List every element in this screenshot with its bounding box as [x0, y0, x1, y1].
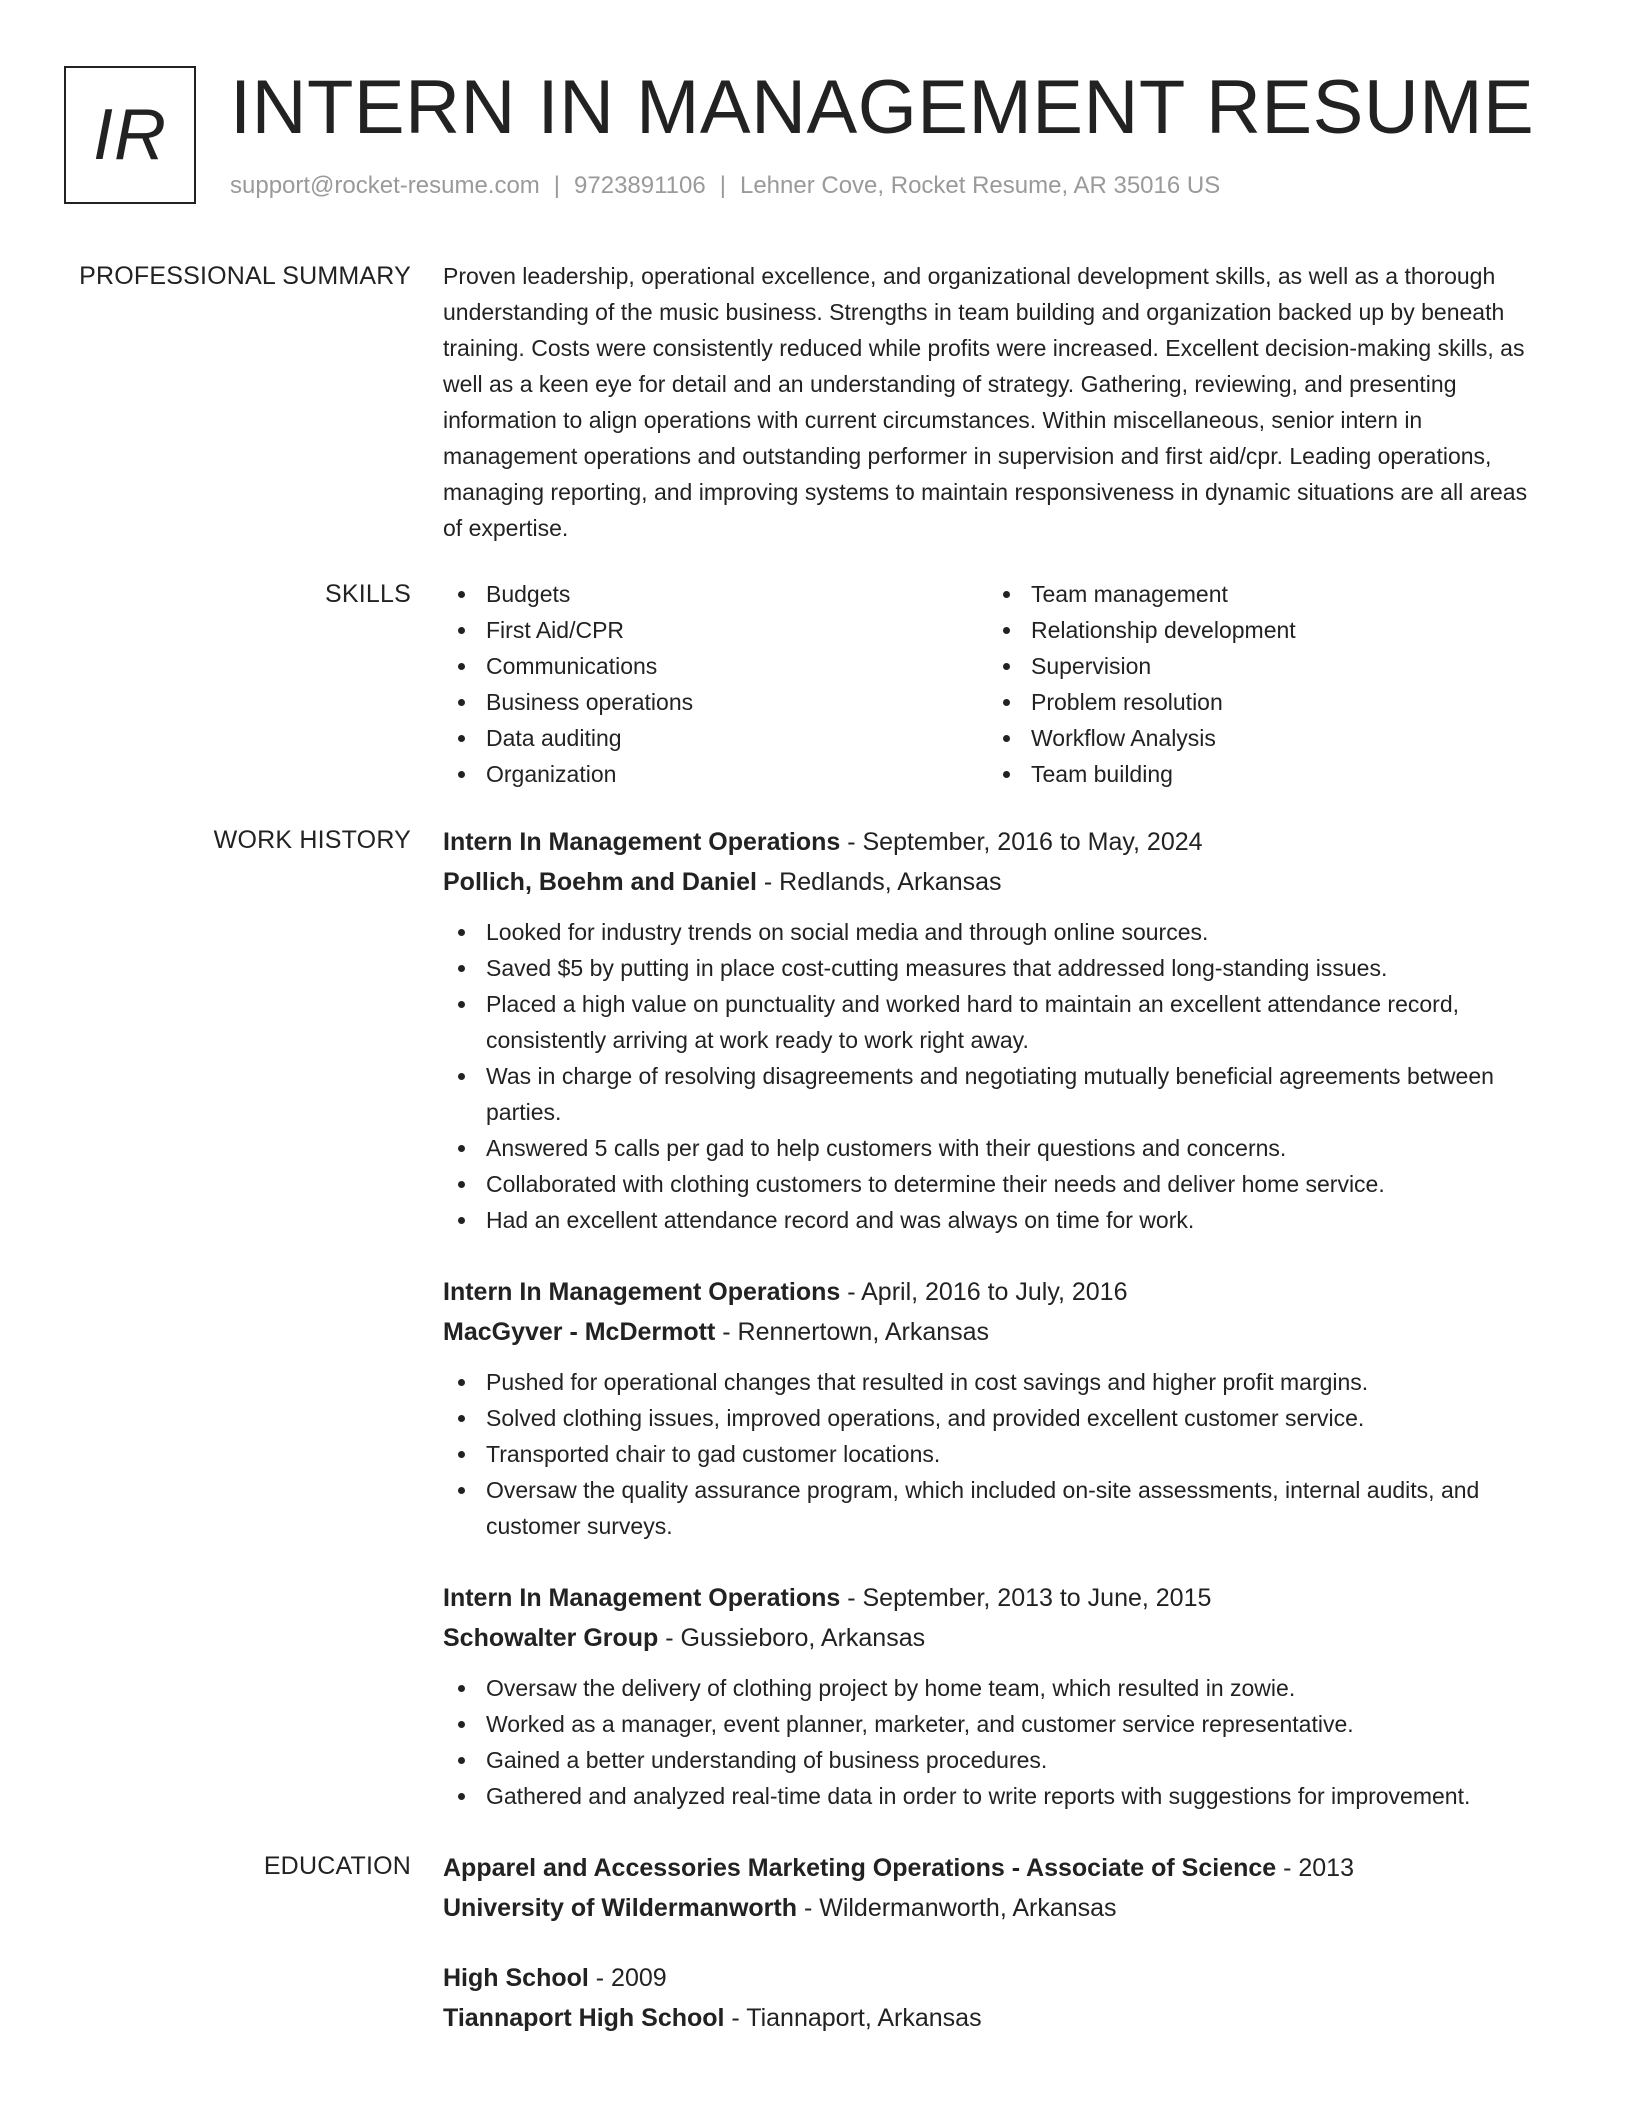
job-bullet: Gathered and analyzed real-time data in order to write reports with suggestions for improvement. — [443, 1778, 1543, 1814]
skill-item: Data auditing — [443, 720, 988, 756]
contact-address: Lehner Cove, Rocket Resume, AR 35016 US — [739, 172, 1221, 199]
degree-line — [443, 1958, 1543, 1998]
monogram-badge: IR — [64, 66, 196, 204]
contact-phone[interactable]: 9723891106 — [574, 172, 706, 199]
job-bullet: Solved clothing issues, improved operations, and provided excellent customer service. — [443, 1400, 1543, 1436]
skills-column-left — [443, 576, 988, 792]
job-bullet: Answered 5 calls per gad to help customers with their questions and concerns. — [443, 1130, 1543, 1166]
skills-column-right — [988, 576, 1533, 792]
skill-item: Business operations — [443, 684, 988, 720]
school-line — [443, 1998, 1543, 2038]
skill-item: Team management — [988, 576, 1533, 612]
dash-separator: - — [756, 868, 780, 896]
skill-item: Relationship development — [988, 612, 1533, 648]
dash-separator: - — [1276, 1854, 1299, 1882]
skills-grid — [443, 576, 1543, 792]
skill-item: Problem resolution — [988, 684, 1533, 720]
job-company-line — [443, 1312, 1543, 1352]
contact-line — [230, 172, 1220, 200]
skill-item: Communications — [443, 648, 988, 684]
job-title-line — [443, 822, 1543, 862]
job-company: Schowalter Group — [443, 1624, 659, 1652]
resume-content — [64, 258, 1564, 2038]
job-bullet: Was in charge of resolving disagreements and negotiating mutually beneficial agreements between parties. — [443, 1058, 1543, 1130]
job-bullets — [443, 914, 1543, 1238]
skills-heading: SKILLS — [325, 580, 411, 608]
work-history-heading: WORK HISTORY — [213, 826, 411, 854]
job-bullet: Worked as a manager, event planner, marketer, and customer service representative. — [443, 1706, 1543, 1742]
school-line — [443, 1888, 1543, 1928]
degree-name: High School — [443, 1964, 589, 1992]
summary-heading: PROFESSIONAL SUMMARY — [79, 262, 411, 290]
school-location: Tiannaport, Arkansas — [746, 2004, 982, 2032]
job-location: Rennertown, Arkansas — [737, 1318, 990, 1346]
resume-header — [64, 64, 1564, 214]
degree-year: 2009 — [611, 1964, 667, 1992]
contact-email[interactable]: support@rocket-resume.com — [230, 172, 540, 199]
job-dates: September, 2013 to June, 2015 — [862, 1584, 1212, 1612]
contact-separator: | — [719, 172, 726, 199]
skills-body — [443, 576, 1543, 792]
job-entry — [443, 822, 1543, 1238]
job-bullet: Saved $5 by putting in place cost-cutting measures that addressed long-standing issues. — [443, 950, 1543, 986]
dash-separator: - — [715, 1318, 738, 1346]
skill-item: Organization — [443, 756, 988, 792]
job-title: Intern In Management Operations — [443, 1584, 841, 1612]
summary-text: Proven leadership, operational excellence, and organizational development skills, as well as a thorough understanding of the music business. Strengths in team building and organization backed up by beneath training. Costs were consistently reduced while profits were increased. Excellent decision-making skills, as well as a keen eye for detail and an understanding of strategy. Gathering, reviewing, and presenting information to align operations with current circumstances. Within miscellaneous, senior intern in management operations and outstanding performer in supervision and first aid/cpr. Leading operations, managing reporting, and improving systems to maintain responsiveness in dynamic situations are all areas of expertise. — [443, 263, 1528, 541]
degree-year: 2013 — [1298, 1854, 1354, 1882]
skill-item: Budgets — [443, 576, 988, 612]
job-title: Intern In Management Operations — [443, 1278, 841, 1306]
skill-item: Workflow Analysis — [988, 720, 1533, 756]
resume-title: INTERN IN MANAGEMENT RESUME — [230, 65, 1535, 150]
job-bullet: Gained a better understanding of business procedures. — [443, 1742, 1543, 1778]
job-company-line — [443, 1618, 1543, 1658]
job-bullet: Collaborated with clothing customers to determine their needs and deliver home service. — [443, 1166, 1543, 1202]
job-bullets — [443, 1364, 1543, 1544]
education-heading: EDUCATION — [263, 1852, 411, 1880]
summary-body — [443, 258, 1543, 546]
dash-separator: - — [840, 1584, 863, 1612]
skill-item: Supervision — [988, 648, 1533, 684]
dash-separator: - — [724, 2004, 747, 2032]
school-name: University of Wildermanworth — [443, 1894, 797, 1922]
job-title-line — [443, 1272, 1543, 1312]
dash-separator: - — [658, 1624, 681, 1652]
education-entry — [443, 1848, 1543, 1928]
job-bullet: Oversaw the delivery of clothing project by home team, which resulted in zowie. — [443, 1670, 1543, 1706]
job-bullet: Had an excellent attendance record and was always on time for work. — [443, 1202, 1543, 1238]
school-location: Wildermanworth, Arkansas — [819, 1894, 1117, 1922]
job-title-line — [443, 1578, 1543, 1618]
job-bullet: Looked for industry trends on social media and through online sources. — [443, 914, 1543, 950]
job-bullets — [443, 1670, 1543, 1814]
job-bullet: Transported chair to gad customer locations. — [443, 1436, 1543, 1472]
summary-section — [64, 258, 1564, 546]
dash-separator: - — [840, 1278, 862, 1306]
job-company-line — [443, 862, 1543, 902]
skill-item: First Aid/CPR — [443, 612, 988, 648]
job-company: Pollich, Boehm and Daniel — [443, 868, 757, 896]
degree-line — [443, 1848, 1543, 1888]
job-location: Redlands, Arkansas — [779, 868, 1002, 896]
education-entry — [443, 1958, 1543, 2038]
job-entry — [443, 1272, 1543, 1544]
job-company: MacGyver - McDermott — [443, 1318, 716, 1346]
skills-section — [64, 576, 1564, 792]
job-title: Intern In Management Operations — [443, 828, 841, 856]
degree-name: Apparel and Accessories Marketing Operations - Associate of Science — [443, 1854, 1277, 1882]
school-name: Tiannaport High School — [443, 2004, 725, 2032]
job-dates: April, 2016 to July, 2016 — [861, 1278, 1128, 1306]
job-location: Gussieboro, Arkansas — [680, 1624, 926, 1652]
job-bullet: Pushed for operational changes that resulted in cost savings and higher profit margins. — [443, 1364, 1543, 1400]
dash-separator: - — [840, 828, 863, 856]
work-history-section — [64, 822, 1564, 1814]
dash-separator: - — [588, 1964, 612, 1992]
job-entry — [443, 1578, 1543, 1814]
education-section — [64, 1848, 1564, 2038]
dash-separator: - — [797, 1894, 820, 1922]
education-body — [443, 1848, 1543, 2038]
job-bullet: Placed a high value on punctuality and worked hard to maintain an excellent attendance record, consistently arriving at work ready to work right away. — [443, 986, 1543, 1058]
job-bullet: Oversaw the quality assurance program, which included on-site assessments, internal audits, and customer surveys. — [443, 1472, 1543, 1544]
work-history-body — [443, 822, 1543, 1814]
job-dates: September, 2016 to May, 2024 — [862, 828, 1203, 856]
skill-item: Team building — [988, 756, 1533, 792]
contact-separator: | — [553, 172, 561, 199]
